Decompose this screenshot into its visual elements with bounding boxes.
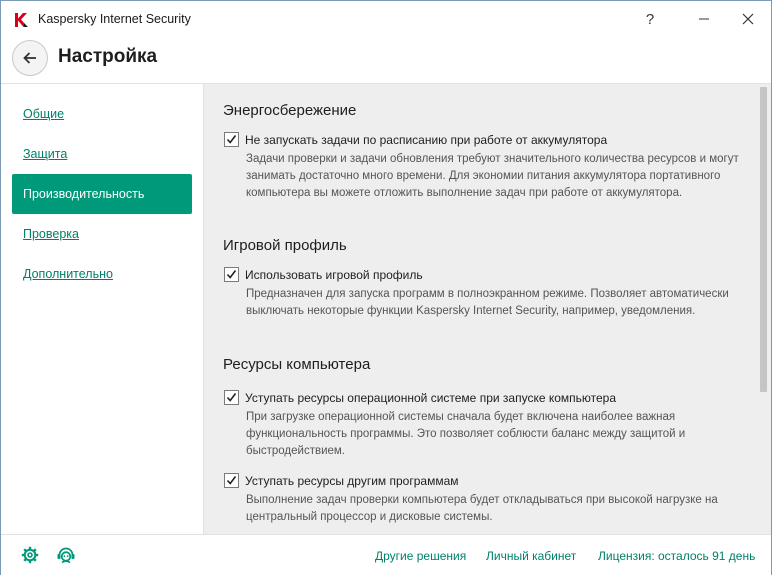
checkmark-icon (226, 392, 237, 403)
help-button[interactable] (627, 5, 673, 33)
minimize-icon (698, 13, 710, 25)
option-other-programs-row[interactable] (224, 473, 459, 488)
option-os-startup-row[interactable] (224, 390, 616, 405)
option-battery-row[interactable] (224, 132, 607, 147)
close-icon (742, 13, 754, 25)
my-account-link[interactable]: Личный кабинет (486, 549, 577, 563)
page-title: Настройка (58, 46, 158, 67)
window-title: Kaspersky Internet Security (38, 12, 191, 26)
scrollbar-thumb[interactable] (760, 87, 767, 392)
arrow-left-icon (22, 50, 38, 66)
section-title-computer-resources: Ресурсы компьютера (223, 356, 371, 373)
other-programs-option-description: Выполнение задач проверки компьютера будет откладываться при высокой нагрузке на центральный процессор и дисковые системы. (246, 494, 718, 523)
minimize-button[interactable] (681, 5, 727, 33)
sidebar-item-advanced[interactable]: Дополнительно (23, 267, 113, 281)
os-startup-option-description: При загрузке операционной системы сначала будет включена наиболее важная функциональность программы. Это позволяет соблюсти баланс между защитой и быстродействием. (246, 411, 686, 457)
kaspersky-logo-icon (13, 12, 29, 28)
support-agent-icon[interactable] (56, 546, 76, 564)
os-startup-checkbox[interactable] (224, 390, 239, 405)
checkmark-icon (226, 269, 237, 280)
gaming-profile-option-label: Использовать игровой профиль (245, 267, 423, 282)
os-startup-option-label: Уступать ресурсы операционной системе при запуске компьютера (245, 390, 617, 405)
content-scrollbar[interactable] (758, 85, 768, 532)
section-title-gaming-profile: Игровой профиль (223, 237, 347, 254)
gear-icon[interactable] (21, 546, 39, 564)
other-solutions-link[interactable]: Другие решения (375, 549, 467, 563)
battery-checkbox[interactable] (224, 132, 239, 147)
section-title-power-saving: Энергосбережение (223, 102, 357, 119)
sidebar-item-performance[interactable]: Производительность (12, 174, 192, 214)
page-header (1, 37, 771, 83)
option-gaming-row[interactable] (224, 267, 423, 282)
checkmark-icon (226, 475, 237, 486)
sidebar-item-general[interactable]: Общие (23, 107, 65, 121)
other-programs-checkbox[interactable] (224, 473, 239, 488)
other-programs-option-label: Уступать ресурсы другим программам (245, 473, 459, 488)
sidebar-nav (1, 83, 203, 534)
sidebar-item-protection[interactable]: Защита (23, 147, 68, 161)
settings-content (203, 83, 771, 534)
back-button[interactable] (12, 40, 48, 76)
gaming-profile-option-description: Предназначен для запуска программ в полноэкранном режиме. Позволяет автоматически выключать некоторые функции Kaspersky Internet Security, например, уведомления. (246, 288, 729, 317)
help-icon: ? (645, 10, 655, 28)
battery-option-label: Не запускать задачи по расписанию при работе от аккумулятора (245, 132, 608, 147)
battery-option-description: Задачи проверки и задачи обновления требуют значительного количества ресурсов и могут занимать достаточно много времени. Для экономии питания аккумулятора портативного компьютера вы можете отложить выполнение задач при работе от аккумулятора. (246, 153, 739, 199)
footer-bar (1, 534, 771, 575)
sidebar-item-scan[interactable]: Проверка (23, 227, 79, 241)
title-bar (1, 1, 771, 37)
license-link[interactable]: Лицензия: осталось 91 день (598, 549, 756, 563)
gaming-profile-checkbox[interactable] (224, 267, 239, 282)
close-button[interactable] (725, 5, 771, 33)
checkmark-icon (226, 134, 237, 145)
